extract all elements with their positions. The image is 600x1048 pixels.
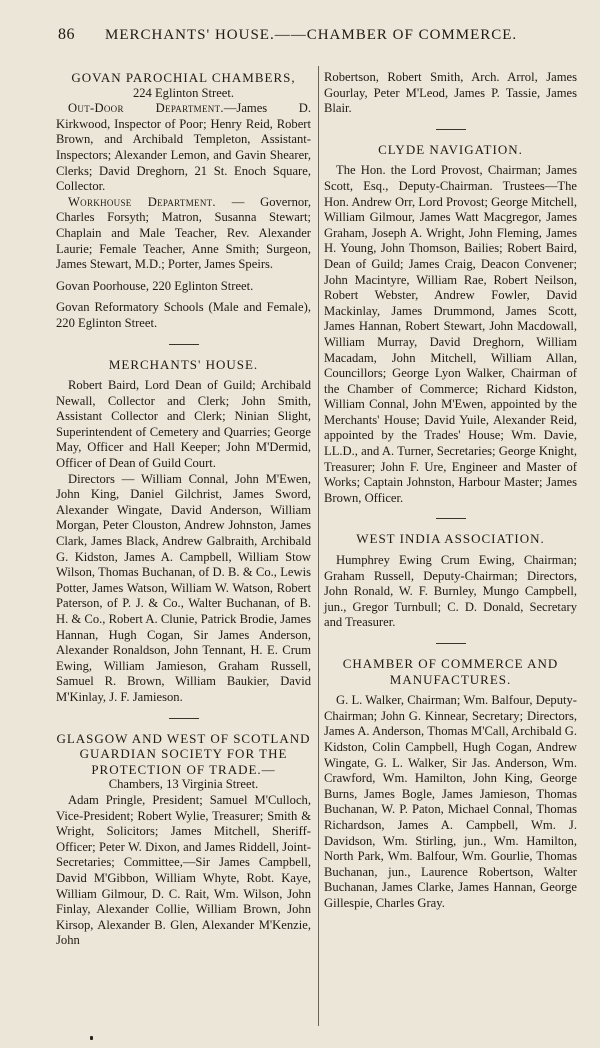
guardian-address: Chambers, 13 Virginia Street.: [108, 777, 259, 792]
clyde-section: [324, 142, 577, 507]
guardian-section: [56, 731, 311, 949]
running-title: MERCHANTS' HOUSE.——CHAMBER OF COMMERCE.: [105, 27, 518, 43]
chamber-text: G. L. Walker, Chairman; Wm. Balfour, Deputy-Chairman; John G. Kinnear, Secretary; Directors, James A. Anderson, Thomas M'Call, Archibald G. Kidston, Colin Campbell, Hugh Cogan, Andrew Wingate, G. L. Walker, Sir Jas. Anderson, Wm. Crawford, Wm. Hamilton, John King, George Burns, James Bogle, James Jamieson, Thomas Buchanan, W. P. Paton, Michael Connal, Thomas Richardson, James A. Campbell, Wm. J. Davidson, Wm. Stirling, jun., Wm. Hamilton, North Park, Wm. Balfour, Wm. Gourlie, Thomas Buchanan, jun., Laurence Robertson, Walter Buchanan, James Clarke, James Hannan, George Gillespie, Charles Gray.: [324, 693, 577, 910]
govan-outdoor: [56, 101, 311, 195]
page-number: 86: [58, 26, 75, 43]
section-divider: [436, 643, 466, 644]
section-divider: [436, 518, 466, 519]
merchants-officers: Robert Baird, Lord Dean of Guild; Archibald Newall, Collector and Clerk; John Smith, Assistant Collector and Clerk; Ninian Slight, Superintendent of Cemetery and Quarries; George May, Officer and Hall Keeper; John M'Dermid, Officer of Dean of Guild Court.: [56, 378, 311, 471]
govan-reformatory: Govan Reformatory Schools (Male and Female), 220 Eglinton Street.: [56, 300, 311, 330]
outdoor-text: —James D. Kirkwood, Inspector of Poor; Henry Reid, Robert Brown, and Archibald Templeton, Assistant-Inspectors; Alexander Lemon, and Gavin Shearer, Clerks; David Dreghorn, 21 St. Enoch Square, Collector.: [56, 101, 311, 194]
section-divider: [169, 344, 199, 345]
clyde-text: The Hon. the Lord Provost, Chairman; James Scott, Esq., Deputy-Chairman. Trustees—The Hon. Andrew Orr, Lord Provost; George Mitchell, William Gilmour, James Watt Macgregor, James Graham, Joseph A. Wright, John Fleming, James H. Young, John Thomson, Bailies; Robert Baird, Dean of Guild; James Craig, Deacon Convener; John Macintyre, William Rae, Robert Neilson, Robert Webster, Andrew Fowler, David Mackinlay, James Drummond, James Scott, James Hannan, Robert Stewart, John Macdowall, William Murray, David Dreghorn, William Macadam, John Mitchell, William Allan, Councillors; George Lyon Walker, Chairman of the Chamber of Commerce; Richard Kidston, William Connal, John M'Ewen, appointed by the Merchants' House; David Yuile, Alexander Reid, appointed by the Trades' House; Wm. Davie, LL.D., and A. Turner, Secretaries; George Knight, Treasurer; John F. Ure, Engineer and Master of Works; Captain Johnston, Harbour Master; James Brown, Officer.: [324, 163, 577, 505]
clyde-heading: CLYDE NAVIGATION.: [378, 141, 523, 157]
chamber-section: [324, 656, 577, 912]
westindia-heading: WEST INDIA ASSOCIATION.: [356, 531, 545, 547]
workhouse-text: — Governor, Charles Forsyth; Matron, Susanna Stewart; Chaplain and Male Teacher, Rev. Alexander Laurie; Female Teacher, Anne Smith; Surgeon, James Stewart, M.D.; Porter, James Speirs.: [56, 194, 312, 272]
outdoor-label: Out-Door Department.: [68, 101, 224, 116]
chamber-heading: CHAMBER OF COMMERCE AND MANUFACTURES.: [342, 656, 559, 687]
section-divider: [169, 718, 199, 719]
merchants-section: [56, 357, 311, 706]
govan-heading: GOVAN PAROCHIAL CHAMBERS,: [71, 70, 296, 85]
guardian-text: Adam Pringle, President; Samuel M'Culloch, Vice-President; Robert Wylie, Treasurer; Smith & Wright, Solicitors; James Mitchell, Sheriff-Officer; Peter W. Dixon, and James Riddell, Joint-Secretaries; Committee,—Sir James Campbell, David M'Gibbon, William Whyte, Robt. Kaye, William Gilmour, D. C. Rait, Wm. Wilson, John Finlay, Alexander Collie, William Brown, John Kirsop, Alexander B. Glen, Alexander M'Kenzie, John: [56, 792, 311, 948]
govan-poorhouse: Govan Poorhouse, 220 Eglinton Street.: [56, 278, 254, 293]
left-column: [56, 70, 311, 949]
running-head: [58, 26, 578, 44]
ink-mark: [90, 1036, 93, 1040]
govan-workhouse: [56, 195, 311, 273]
govan-section: [56, 70, 311, 332]
westindia-section: [324, 531, 577, 631]
section-divider: [436, 129, 466, 130]
guardian-continuation: Robertson, Robert Smith, Arch. Arrol, James Gourlay, Peter M'Leod, James P. Tassie, James Blair.: [324, 70, 577, 116]
right-column: [324, 70, 577, 912]
workhouse-label: Workhouse Department.: [68, 194, 216, 209]
merchants-directors: Directors — William Connal, John M'Ewen, John King, Daniel Gilchrist, James Sword, Alexander Wingate, David Anderson, William Morgan, Peter Clouston, Andrew Johnston, James Clark, James Black, Andrew Galbraith, Archibald G. Kidston, James A. Campbell, William Stow Wilson, Thomas Buchanan, of D. B. & Co., Lewis Potter, James Watson, William W. Watson, Robert Paterson, of P. J. & Co., Walter Buchanan, of B. H. & Co., Robert A. Clunie, Patrick Brodie, James Hannan, Hugh Cogan, Sir James Anderson, Alexander Ronaldson, John Tennant, H. E. Crum Ewing, William Jamieson, Graham Russell, Samuel R. Brown, William Baukier, David M'Kinlay, J. F. Jamieson.: [56, 471, 311, 704]
guardian-heading: GLASGOW AND WEST OF SCOTLAND GUARDIAN SOCIETY FOR THE PROTECTION OF TRADE.—: [56, 730, 311, 777]
govan-address: 224 Eglinton Street.: [132, 85, 235, 100]
westindia-text: Humphrey Ewing Crum Ewing, Chairman; Graham Russell, Deputy-Chairman; Directors, John Ronald, W. F. Burnley, Mungo Campbell, jun., Gregor Turnbull; C. D. Donald, Secretary and Treasurer.: [324, 553, 577, 630]
merchants-heading: MERCHANTS' HOUSE.: [108, 356, 259, 372]
column-rule: [318, 66, 319, 1026]
